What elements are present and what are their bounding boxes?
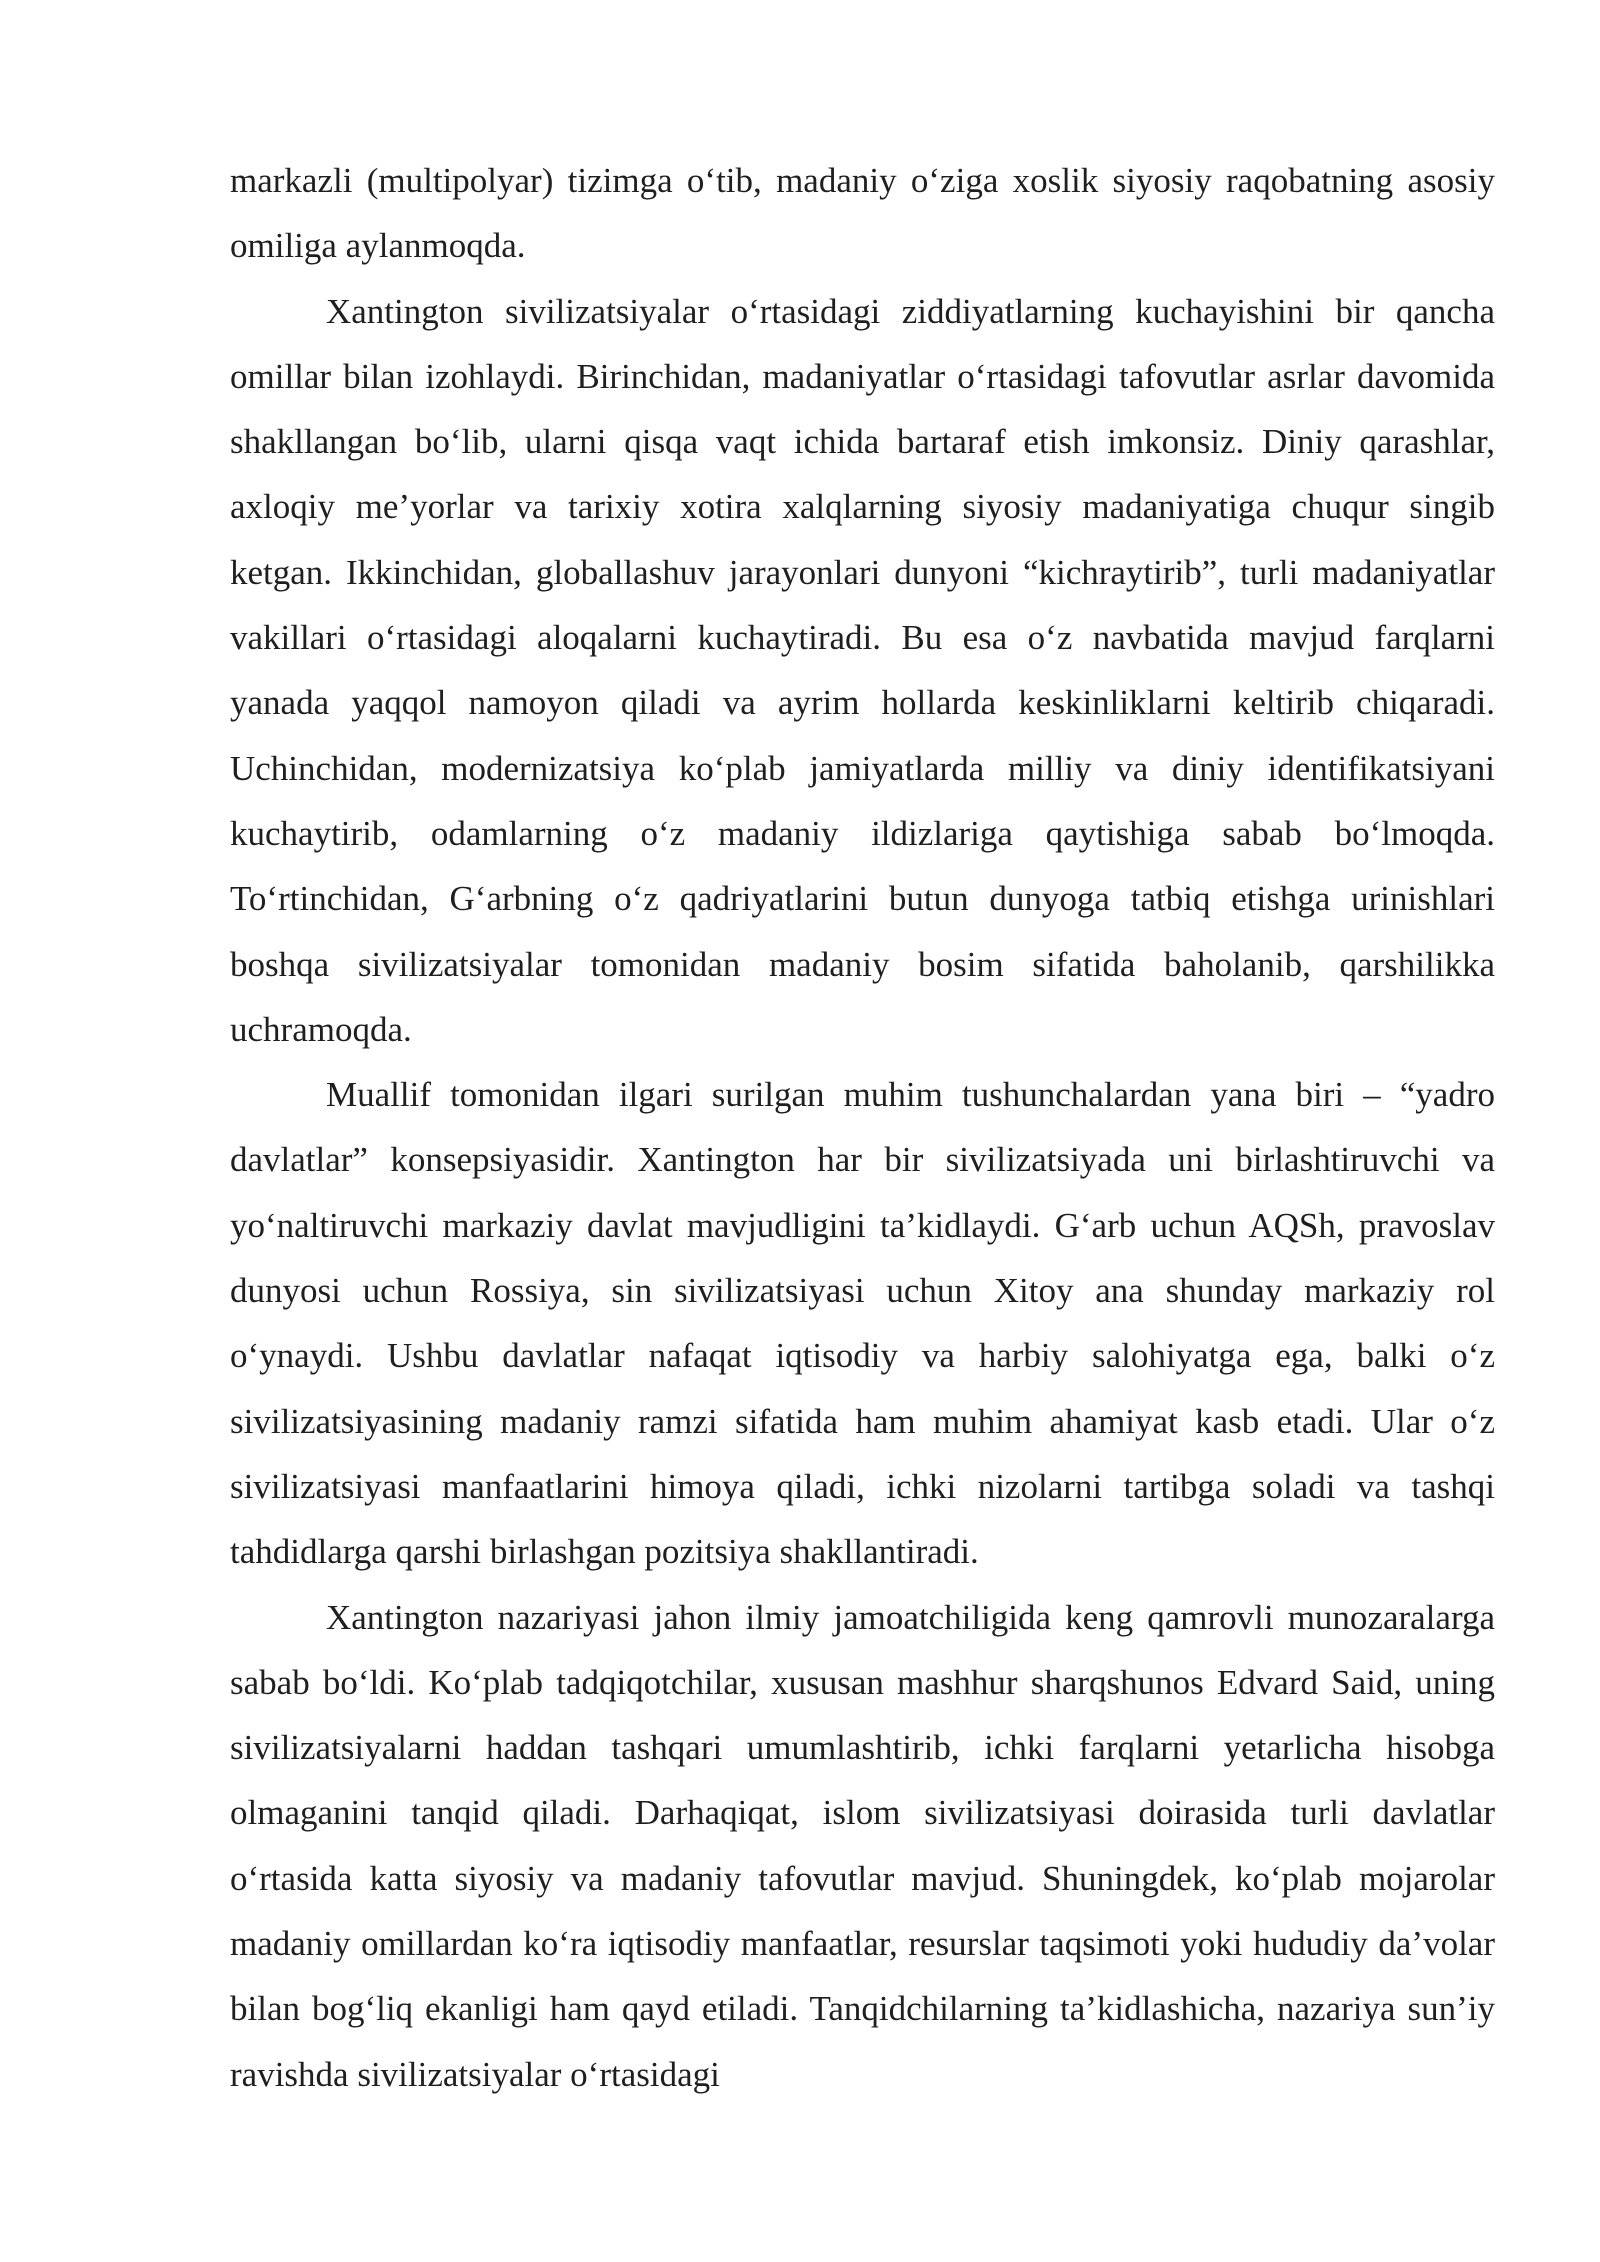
paragraph-conflict-factors: Xantington sivilizatsiyalar oʻrtasidagi ziddiyatlarning kuchayishini bir qancha omillar bilan izohlaydi. Birinchidan, madaniyatlar oʻrtasidagi tafovutlar asrlar davomida shakllangan boʻlib, ularni qisqa vaqt ichida bartaraf etish imkonsiz. Diniy qarashlar, axloqiy me’yorlar va tarixiy xotira xalqlarning siyosiy madaniyatiga chuqur singib ketgan. Ikkinchidan, globallashuv jarayonlari dunyoni “kichraytirib”, turli madaniyatlar vakillari oʻrtasidagi aloqalarni kuchaytiradi. Bu esa oʻz navbatida mavjud farqlarni yanada yaqqol namoyon qiladi va ayrim hollarda keskinliklarni keltirib chiqaradi. Uchinchidan, modernizatsiya koʻplab jamiyatlarda milliy va diniy identifikatsiyani kuchaytirib, odamlarning oʻz madaniy ildizlariga qaytishiga sabab boʻlmoqda. Toʻrtinchidan, Gʻarbning oʻz qadriyatlarini butun dunyoga tatbiq etishga urinishlari boshqa sivilizatsiyalar tomonidan madaniy bosim sifatida baholanib, qarshilikka uchramoqda. xyxy=(230,291,1495,1049)
paragraph-criticism: Xantington nazariyasi jahon ilmiy jamoatchiligida keng qamrovli munozaralarga sabab boʻldi. Koʻplab tadqiqotchilar, xususan mashhur sharqshunos Edvard Said, uning sivilizatsiyalarni haddan tashqari umumlashtirib, ichki farqlarni yetarlicha hisobga olmaganini tanqid qiladi. Darhaqiqat, islom sivilizatsiyasi doirasida turli davlatlar oʻrtasida katta siyosiy va madaniy tafovutlar mavjud. Shuningdek, koʻplab mojarolar madaniy omillardan koʻra iqtisodiy manfaatlar, resurslar taqsimoti yoki hududiy da’volar bilan bogʻliq ekanligi ham qayd etiladi. Tanqidchilarning ta’kidlashicha, nazariya sun’iy ravishda sivilizatsiyalar oʻrtasidagi xyxy=(230,1597,1495,2094)
paragraph-continuation: markazli (multipolyar) tizimga oʻtib, madaniy oʻziga xoslik siyosiy raqobatning asosiy omiliga aylanmoqda. xyxy=(230,161,1495,266)
paragraph-core-states: Muallif tomonidan ilgari surilgan muhim tushunchalardan yana biri – “yadro davlatlar” konsepsiyasidir. Xantington har bir sivilizatsiyada uni birlashtiruvchi va yoʻnaltiruvchi markaziy davlat mavjudligini ta’kidlaydi. Gʻarb uchun AQSh, pravoslav dunyosi uchun Rossiya, sin sivilizatsiyasi uchun Xitoy ana shunday markaziy rol oʻynaydi. Ushbu davlatlar nafaqat iqtisodiy va harbiy salohiyatga ega, balki oʻz sivilizatsiyasining madaniy ramzi sifatida ham muhim ahamiyat kasb etadi. Ular oʻz sivilizatsiyasi manfaatlarini himoya qiladi, ichki nizolarni tartibga soladi va tashqi tahdidlarga qarshi birlashgan pozitsiya shakllantiradi. xyxy=(230,1075,1495,1572)
body-text xyxy=(230,148,1495,2107)
